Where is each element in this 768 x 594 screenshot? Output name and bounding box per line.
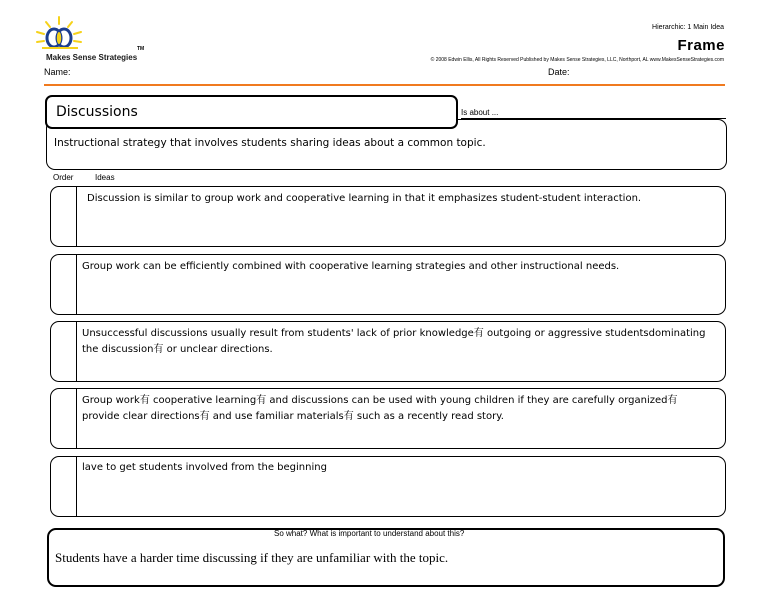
idea-text: Group work有 cooperative learning有 and discussions can be used with young children if they are carefully organized有provide clear directions有 and use familiar materials有 such as a recently read story.	[82, 395, 678, 422]
topic-title-box	[45, 95, 458, 129]
copyright-line: © 2008 Edwin Ellis, All Rights Reserved Published by Makes Sense Strategies, LLC, Northport, AL www.MakesSenseStrategies.com	[430, 57, 724, 63]
order-divider	[76, 389, 77, 448]
frame-title: Frame	[677, 37, 725, 54]
idea-row	[50, 456, 726, 517]
order-divider	[76, 322, 77, 381]
order-divider	[76, 187, 77, 246]
is-about-text: Instructional strategy that involves students sharing ideas about a common topic.	[54, 137, 486, 149]
header-divider	[44, 84, 725, 86]
sun-logo-icon	[34, 14, 94, 56]
hierarchic-label: Hierarchic: 1 Main Idea	[652, 24, 724, 31]
idea-row	[50, 321, 726, 382]
is-about-label: Is about ...	[461, 108, 499, 117]
idea-text: lave to get students involved from the beginning	[82, 462, 327, 473]
name-label: Name:	[44, 67, 71, 77]
brand-name: Makes Sense Strategies	[46, 53, 138, 62]
idea-row	[50, 254, 726, 315]
trademark-mark: TM	[137, 46, 145, 52]
date-label: Date:	[548, 67, 570, 77]
idea-row	[50, 186, 726, 247]
so-what-text: Students have a harder time discussing if they are unfamiliar with the topic.	[55, 550, 449, 565]
is-about-underline	[461, 118, 726, 119]
order-divider	[76, 457, 77, 516]
idea-text: Discussion is similar to group work and cooperative learning in that it emphasizes student-student interaction.	[87, 193, 642, 204]
idea-row	[50, 388, 726, 449]
idea-text: Group work can be efficiently combined with cooperative learning strategies and other instructional needs.	[82, 261, 620, 272]
so-what-label: So what? What is important to understand about this?	[274, 529, 465, 538]
order-column-label: Order	[53, 173, 74, 182]
order-divider	[76, 255, 77, 314]
ideas-column-label: Ideas	[95, 173, 115, 182]
idea-text: Unsuccessful discussions usually result from students' lack of prior knowledge有 outgoing or aggressive studentsdominating the discussion有 or unclear directions.	[82, 328, 706, 355]
topic-title: Discussions	[56, 104, 138, 120]
